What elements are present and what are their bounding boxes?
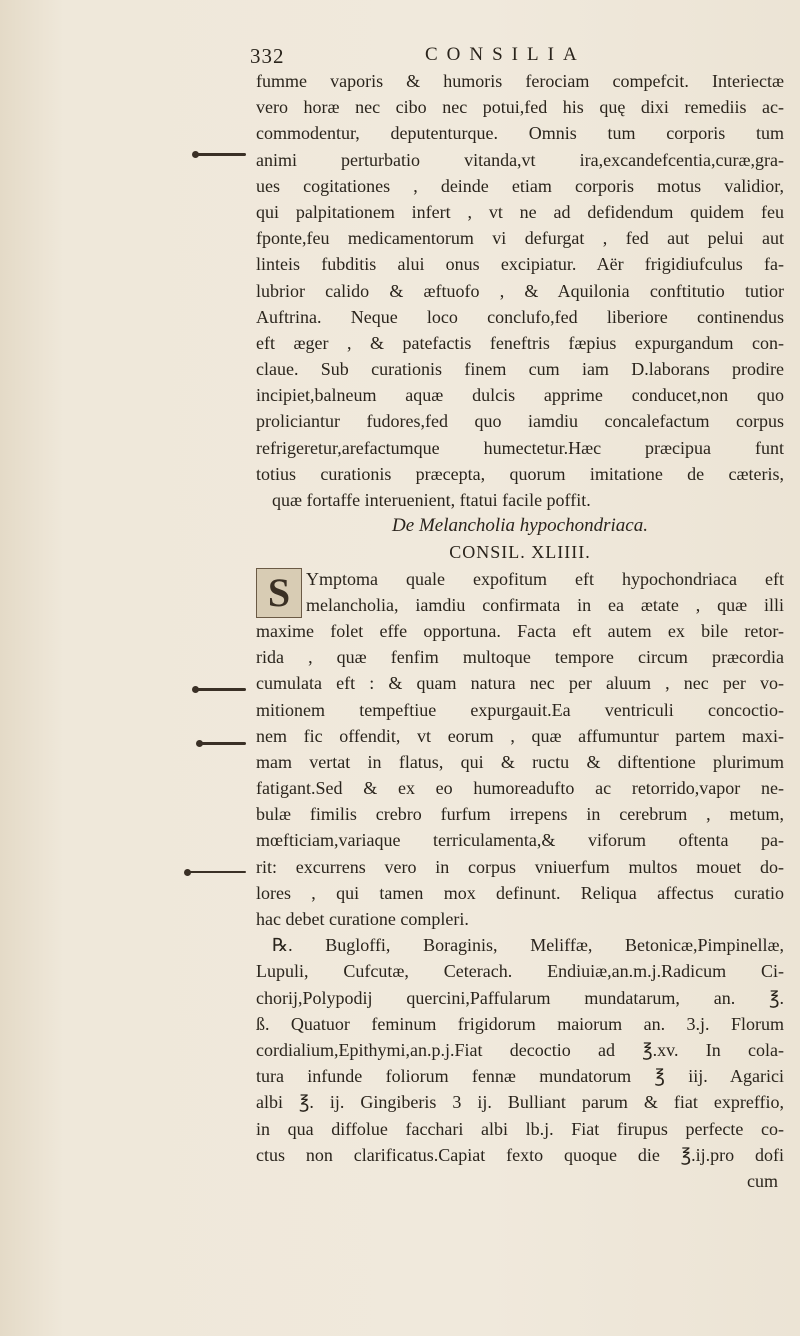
text-line: eft æger , & patefactis feneftris fæpius expurgandum con- — [256, 332, 784, 353]
body-text — [256, 68, 784, 1194]
text-line: mam vertat in flatus, qui & ructu & diftentione plurimum — [256, 751, 784, 772]
text-line: ctus non clarificatus.Capiat fexto quoque die ℥.ij.pro dofi — [256, 1144, 784, 1165]
text-line: qui palpitationem infert , vt ne ad defidendum quidem feu — [256, 201, 784, 222]
text-line: bulæ fimilis crebro furfum irrepens in cerebrum , metum, — [256, 804, 784, 825]
page-number: 332 — [250, 44, 285, 68]
text-line: fponte,feu medicamentorum vi defurgat , fed aut pelui aut — [256, 228, 784, 249]
text-line: tura infunde foliorum fennæ mundatorum ℥ iij. Agarici — [256, 1066, 784, 1087]
text-line: melancholia, iamdiu confirmata in ea ætate , quæ illi — [306, 594, 784, 615]
text-line: mitionem tempeftiue expurgauit.Ea ventriculi concoctio- — [256, 699, 784, 720]
text-line: Auftrina. Neque loco conclufo,fed liberiore continendus — [256, 306, 784, 327]
text-line: hac debet curatione compleri. — [256, 909, 469, 929]
text-line: mœfticiam,variaque terriculamenta,& viforum oftenta pa- — [256, 830, 784, 851]
text-line: rida , quæ fenfim multoque tempore circum præcordia — [256, 647, 784, 668]
text-line: cumulata eft : & quam natura nec per aluum , nec per vo- — [256, 673, 784, 694]
text-line: fumme vaporis & humoris ferociam compefcit. Interiectæ — [256, 71, 784, 91]
text-line: animi perturbatio vitanda,vt ira,excandefcentia,curæ,gra- — [256, 149, 784, 170]
text-line: incipiet,balneum aquæ dulcis apprime conducet,non quo — [256, 385, 784, 406]
catchword: cum — [747, 1170, 778, 1191]
text-line: in qua diffolue facchari albi lb.j. Fiat firupus perfecte co- — [256, 1118, 784, 1139]
text-line: quæ fortaffe interuenient, ftatui facile poffit. — [272, 490, 591, 510]
text-line: lores , qui tamen mox definunt. Reliqua affectus curatio — [256, 882, 784, 903]
margin-marks — [0, 0, 260, 1336]
text-line: totius curationis præcepta, quorum imitatione de cæteris, — [256, 463, 784, 484]
page-header — [250, 44, 790, 70]
text-line: vero horæ nec cibo nec potui,fed his quę dixi remediis ac- — [256, 97, 784, 118]
drop-cap: S — [256, 568, 302, 618]
text-line: commodentur, deputenturque. Omnis tum corporis tum — [256, 123, 784, 144]
section-title: De Melancholia hypochondriaca. — [392, 515, 648, 537]
text-line: ues cogitationes , deinde etiam corporis motus validior, — [256, 175, 784, 196]
text-line: chorij,Polypodij quercini,Paffularum mundatarum, an. ℥. — [256, 987, 784, 1008]
text-line: claue. Sub curationis finem cum iam D.laborans prodire — [256, 359, 784, 380]
consilium-number: CONSIL. XLIIII. — [449, 542, 591, 563]
text-line: refrigeretur,arefactumque humectetur.Hæc præcipua funt — [256, 437, 784, 458]
text-line: ß. Quatuor feminum frigidorum maiorum an. 3.j. Florum — [256, 1013, 784, 1034]
text-line: ℞. Bugloffi, Boraginis, Meliffæ, Betonicæ,Pimpinellæ, — [272, 935, 784, 956]
consilium-body — [256, 566, 784, 1195]
text-line: lubrior calido & æftuofo , & Aquilonia conftitutio tutior — [256, 280, 784, 301]
text-line: cordialium,Epithymi,an.p.j.Fiat decoctio ad ℥.xv. In cola- — [256, 1039, 784, 1060]
text-line: maxime folet effe opportuna. Facta eft autem ex bile retor- — [256, 620, 784, 641]
text-line: proliciantur fudores,fed quo iamdiu concalefactum corpus — [256, 411, 784, 432]
margin-mark — [188, 871, 246, 873]
text-line: nem fic offendit, vt eorum , quæ affumuntur partem maxi- — [256, 725, 784, 746]
text-line: rit: excurrens vero in corpus vniuerfum multos mouet do- — [256, 856, 784, 877]
margin-mark — [196, 688, 246, 691]
text-line: fatigant.Sed & ex eo humoreadufto ac retorrido,vapor ne- — [256, 778, 784, 799]
margin-mark — [196, 153, 246, 156]
text-line: Lupuli, Cufcutæ, Ceterach. Endiuiæ,an.m.j.Radicum Ci- — [256, 961, 784, 982]
text-line: Ymptoma quale expofitum eft hypochondriaca eft — [306, 568, 784, 589]
text-line: albi ℥. ij. Gingiberis 3 ij. Bulliant parum & fiat expreffio, — [256, 1092, 784, 1113]
margin-mark — [200, 742, 246, 745]
text-line: linteis fubditis alui onus excipiatur. Aër frigidiufculus fa- — [256, 254, 784, 275]
running-head: CONSILIA — [425, 44, 586, 65]
